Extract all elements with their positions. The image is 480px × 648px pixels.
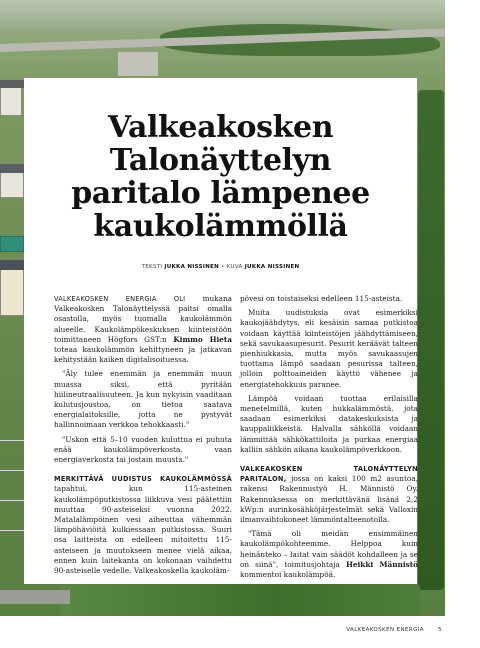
photo-roof — [0, 80, 24, 88]
page-number: 5 — [438, 627, 442, 633]
paragraph: Lämpöä voidaan tuottaa erilaisilla menetelmillä, kuten hukkalämmöstä, jota saadaan esimerkiksi datakeskuksista ja kauppaliikkeistä. Halvalla sähköllä voidaan lämmittää sähkökattiloita ja purkaa energiaa kalliin sähkön aikana kaukolämpöverkkoon. — [240, 393, 418, 454]
subheading: MERKITTÄVÄ UUDISTUS KAUKOLÄMMÖSSÄ — [54, 475, 232, 484]
photo-road — [0, 590, 70, 604]
paragraph: "Uskon että 5–10 vuoden kuluttua ei puhuta enää kaukolämpöverkosta, vaan energiaverkosta tai jostain muusta." — [54, 434, 232, 465]
photo-fence — [0, 530, 24, 531]
credit-separator: • — [221, 264, 225, 270]
photo-hedge — [60, 584, 420, 616]
photo-hedge — [418, 90, 444, 590]
photo-road — [118, 52, 158, 76]
paragraph: "Tämä oli meidän ensimmäinen kaukolämpökohteemme. Helppoa kuin heinänteko – laitat vain säädöt kohdalleen ja se on siinä", toimitusjohtaja Heikki Männistö kommentoi kaukolämpöä. — [240, 529, 418, 580]
article-title — [24, 111, 417, 243]
photo-fence — [0, 470, 24, 471]
photo-house — [0, 236, 24, 252]
photo-roof — [0, 164, 24, 173]
article-column-left: VALKEAKOSKEN ENERGIA OLI mukana Valkeakosken Talonäyttelyssä paitsi omalla osastolla, myös tuomalla kaukolämmön alueelle. Kaukolämpökeskuksen kiinteistöön toimittaneen Högfors GST:n Kimmo Hieta toteaa kaukolämmön kehittyneen ja jatkavan kehitystään kaiken digitalisoituessa. "Äly tulee enemmän ja enemmän muun muassa siksi, että pyritään hiilineutraalisuuteen. Ja kun nykyisin vaaditaan kulutusjoustoa, on tietoa saatava energialaitoksille, jotta ne pystyvät hallinnoimaan verkkoa tehokkaasti." "Uskon että 5–10 vuoden kuluttua ei puhuta enää kaukolämpöverkosta, vaan energiaverkosta tai jostain muusta." MERKITTÄVÄ UUDISTUS KAUKOLÄMMÖSSÄ tapahtui, kun 115-asteinen kaukolämpöputkistossa liikkuva vesi päätettiin muuttaa 90-asteiseksi vuonna 2022. Matalalämpöinen vesi aiheuttaa vähemmän lämpöhäviöitä kulkiessaan putkistossa. Suuri osa laitteista on edelleen mitoitettu 115-asteiseen ja muutokseen menee vielä aikaa, ennen kuin laitekanta on kokonaan vaihdettu 90-asteiselle vedelle. Valkeakoskella kaukoläm- — [54, 294, 233, 576]
photo-credit-label: KUVA — [226, 264, 243, 270]
photo-credit-author: JUKKA NISSINEN — [244, 264, 300, 270]
photo-fence — [0, 500, 24, 501]
photo-roof — [0, 260, 24, 270]
paragraph: "Äly tulee enemmän ja enemmän muun muassa siksi, että pyritään hiilineutraalisuuteen. Ja kun nykyisin vaaditaan kulutusjoustoa, on tietoa saatava energialaitoksille, jotta ne pystyvät hallinnoimaan verkkoa tehokkaasti." — [54, 369, 232, 430]
footer-section: VALKEAKOSKEN ENERGIA — [346, 627, 424, 633]
paragraph: Muita uudistuksia ovat esimerkiksi kaukojäähdytys, eli kesäisin samaa putkistoa voidaan käyttää kiinteistöjen jäähdyttämiseen, sekä savukaasupesurit. Pesurit keräävät talteen pienhiukkasia, mutta myös savukaasujen tuottama lämpö saadaan pesurissa talteen, jolloin polttoaineiden käyttö vähenee ja energiatehokkuus paranee. — [240, 308, 418, 389]
lead-in: VALKEAKOSKEN ENERGIA OLI — [54, 295, 186, 303]
text-credit-author: JUKKA NISSINEN — [164, 264, 220, 270]
photo-fence — [0, 440, 24, 441]
title-line: kaukolämmöllä — [93, 209, 348, 244]
photo-house — [0, 84, 22, 116]
person-name: Heikki Männistö — [345, 559, 418, 569]
article-card — [24, 78, 417, 584]
title-line: Talonäyttelyn — [109, 143, 332, 178]
byline — [24, 264, 417, 270]
paragraph: VALKEAKOSKEN ENERGIA OLI mukana Valkeakosken Talonäyttelyssä paitsi omalla osastolla, myös tuomalla kaukolämmön alueelle. Kaukolämpökeskuksen kiinteistöön toimittaneen Högfors GST:n Kimmo Hieta toteaa kaukolämmön kehittyneen ja jatkavan kehitystään kaiken digitalisoituessa. — [54, 294, 233, 365]
article-column-right: pövesi on toistaiseksi edelleen 115-asteista. Muita uudistuksia ovat esimerkiksi kaukojäähdytys, eli kesäisin samaa putkistoa voidaan käyttää kiinteistöjen jäähdyttämiseen, sekä savukaasupesurit. Pesurit keräävät talteen pienhiukkasia, mutta myös savukaasujen tuottama lämpö saadaan pesurissa talteen, jolloin polttoaineiden käyttö vähenee ja energiatehokkuus paranee. Lämpöä voidaan tuottaa erilaisilla menetelmillä, kuten hukkalämmöstä, jota saadaan esimerkiksi datakeskuksista ja kauppaliikkeistä. Halvalla sähköllä voidaan lämmittää sähkökattiloita ja purkaa energiaa kalliin sähkön aikana kaukolämpöverkkoon. VALKEAKOSKEN TALONÄYTTELYN PARITALON, jossa on kaksi 100 m2 asuntoa, rakensi Rakennustyö H. Männistö Oy. Rakennuksessa on merkittävänä lisänä 2,2 kWp:n aurinkosähköjärjestelmät sekä Valloxin ilmanvaihtokoneet lämmöntalteenotolla. "Tämä oli meidän ensimmäinen kaukolämpökohteemme. Helppoa kuin heinänteko – laitat vain säädöt kohdalleen ja se on siinä", toimitusjohtaja Heikki Männistö kommentoi kaukolämpöä. — [240, 294, 418, 580]
text-credit-label: TEKSTI — [141, 264, 163, 270]
subheading: VALKEAKOSKEN TALONÄYTTELYN PARITALON, — [240, 465, 418, 484]
person-name: Kimmo Hieta — [173, 334, 233, 344]
photo-house — [0, 268, 24, 316]
page-footer — [346, 627, 442, 633]
photo-house — [0, 170, 24, 198]
paragraph: pövesi on toistaiseksi edelleen 115-asteista. — [240, 294, 403, 303]
title-line: paritalo lämpenee — [71, 176, 370, 211]
title-line: Valkeakosken — [107, 110, 334, 145]
